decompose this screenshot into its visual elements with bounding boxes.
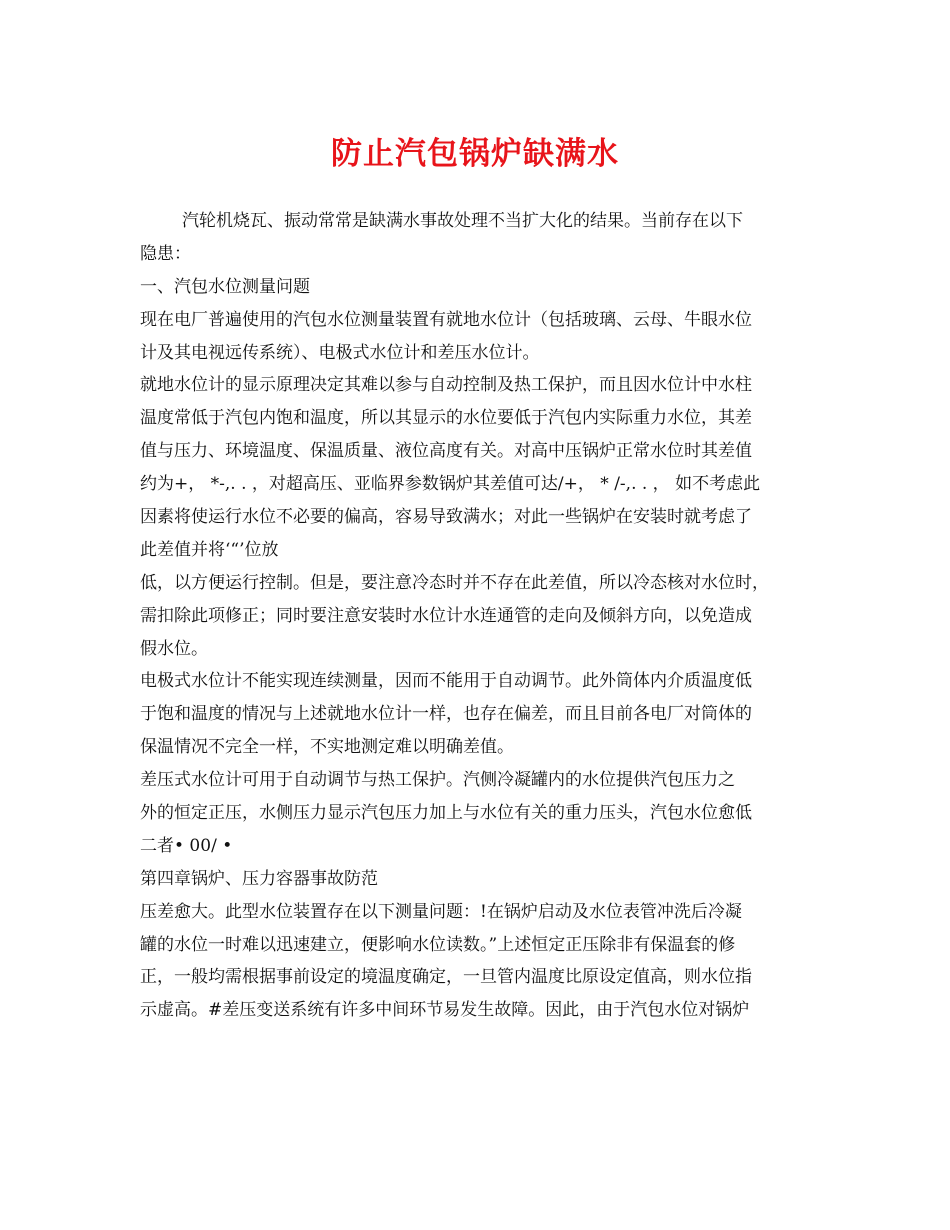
paragraph-line: 正，一般均需根据事前设定的境温度确定，一旦管内温度比原设定值高，则水位指 (140, 967, 752, 988)
paragraph-line: 汽轮机烧瓦、振动常常是缺满水事故处理不当扩大化的结果。当前存在以下 (182, 211, 743, 231)
paragraph-line: 计及其电视远传系统）、电极式水位计和差压水位计。 (140, 342, 540, 363)
paragraph-line: 就地水位计的显示原理决定其难以参与自动控制及热工保护，而且因水位计中水柱 (140, 375, 752, 396)
chapter-heading: 第四章锅炉、压力容器事故防范 (140, 868, 378, 889)
paragraph-line: 罐的水位一时难以迅速建立，便影响水位读数。”上述恒定正压除非有保温套的修 (140, 934, 736, 955)
paragraph-line: 假水位。 (140, 638, 208, 659)
paragraph-line: 现在电厂普遍使用的汽包水位测量装置有就地水位计（包括玻璃、云母、牛眼水位 (140, 309, 752, 330)
document-body (140, 205, 825, 1027)
paragraph-line: 此差值并将‘“’位放 (140, 539, 279, 560)
paragraph-line: 于饱和温度的情况与上述就地水位计一样，也存在偏差，而且目前各电厂对筒体的 (140, 704, 752, 725)
paragraph-line: 值与压力、环境温度、保温质量、液位高度有关。对高中压锅炉正常水位时其差值 (140, 441, 752, 462)
paragraph-line: 压差愈大。此型水位装置存在以下测量问题：!在锅炉启动及水位表管冲洗后冷凝 (140, 901, 742, 922)
paragraph-line: 约为+， *-,. . ，对超高压、亚临界参数锅炉其差值可达/+， * /-,. . ， 如不考虑此 (140, 474, 761, 495)
paragraph-line: 因素将使运行水位不必要的偏高，容易导致满水；对此一些锅炉在安装时就考虑了 (140, 507, 752, 528)
paragraph-line: 需扣除此项修正；同时要注意安装时水位计水连通管的走向及倾斜方向，以免造成 (140, 605, 752, 626)
paragraph-line: 示虚高。#差压变送系统有许多中间环节易发生故障。因此，由于汽包水位对锅炉 (140, 1000, 750, 1021)
page-marker: 二者• 00/ • (140, 835, 233, 856)
paragraph-line: 保温情况不完全一样，不实地测定难以明确差值。 (140, 737, 514, 758)
paragraph-line: 电极式水位计不能实现连续测量，因而不能用于自动调节。此外筒体内介质温度低 (140, 671, 752, 692)
section-heading: 一、汽包水位测量问题 (140, 276, 310, 297)
paragraph-line: 差压式水位计可用于自动调节与热工保护。汽侧冷凝罐内的水位提供汽包压力之 (140, 770, 735, 791)
paragraph-line: 外的恒定正压，水侧压力显示汽包压力加上与水位有关的重力压头，汽包水位愈低 (140, 803, 752, 824)
paragraph-line: 隐患： (140, 243, 191, 264)
document-title: 防止汽包锅炉缺满水 (331, 136, 619, 172)
paragraph-line: 温度常低于汽包内饱和温度，所以其显示的水位要低于汽包内实际重力水位，其差 (140, 408, 752, 429)
paragraph-line: 低，以方便运行控制。但是，要注意冷态时并不存在此差值，所以冷态核对水位时， (140, 572, 769, 593)
